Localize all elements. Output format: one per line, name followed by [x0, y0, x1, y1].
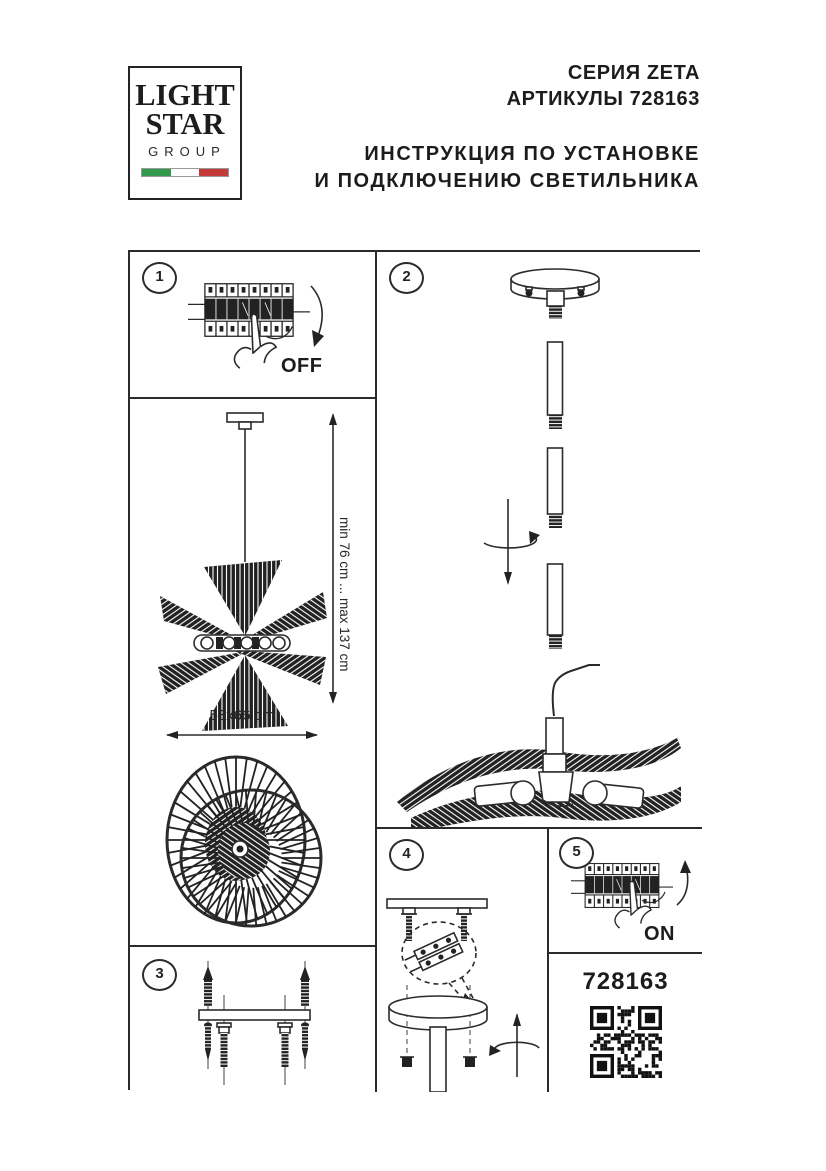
dimension-arrow-vertical: [329, 413, 337, 704]
articles-title: АРТИКУЛЫ 728163: [506, 88, 700, 110]
bulb-icon: [511, 781, 535, 805]
dimension-arrow-horizontal: [166, 731, 318, 739]
logo-box: [128, 66, 242, 200]
canopy-drawing: [511, 269, 599, 319]
rod-drawing: [430, 1027, 446, 1092]
logo-word-star: STAR: [145, 106, 225, 141]
panel-step-2: [377, 252, 702, 829]
flag-white: [171, 169, 200, 176]
step-number-3: 3: [142, 959, 177, 991]
hanging-screw-icon: [401, 908, 472, 941]
logo-word-light: LIGHT: [135, 77, 235, 112]
rotation-arrow-icon: [489, 1013, 539, 1077]
instruction-title-line1: ИНСТРУКЦИЯ ПО УСТАНОВКЕ: [364, 143, 700, 165]
panel-step-1: [130, 252, 377, 399]
step-number-2: 2: [389, 262, 424, 294]
series-title: СЕРИЯ ZETA: [567, 62, 700, 84]
lamp-hub: [539, 772, 573, 802]
rotation-arrow-icon: [484, 499, 540, 585]
panel-step-5: [549, 829, 702, 954]
threaded-tube: [546, 718, 563, 754]
wire-drawing: [553, 665, 600, 716]
step-number-5: 5: [559, 837, 594, 869]
panel-step-3: [130, 947, 377, 1092]
steps-grid: [128, 250, 700, 1090]
canopy-drawing: [389, 996, 487, 1092]
on-label: ON: [644, 923, 675, 945]
pendant-top-view: [167, 757, 321, 926]
bulb-row: [194, 635, 290, 651]
step-number-4: 4: [389, 839, 424, 871]
step-number-1: 1: [142, 262, 177, 294]
bracket-bar: [387, 899, 487, 908]
flag-green: [142, 169, 171, 176]
instruction-title-line2: И ПОДКЛЮЧЕНИЮ СВЕТИЛЬНИКА: [314, 170, 700, 192]
off-label: OFF: [281, 355, 323, 377]
curved-arrow-down-icon: [311, 286, 322, 336]
wall-anchor-icon: [203, 966, 310, 1006]
height-dimension-label: min 76 cm ... max 137 cm: [337, 516, 352, 672]
width-dimension-label: 53x66 cm: [209, 707, 275, 724]
qr-code: [590, 1006, 662, 1078]
flag-red: [199, 169, 228, 176]
lampshade-drawing: [397, 718, 681, 829]
panel-dimensions: [130, 399, 377, 947]
rod-drawing: [548, 342, 563, 649]
article-number: 728163: [582, 968, 669, 995]
panel-qr: [549, 954, 702, 1092]
ceiling-plate: [227, 413, 263, 422]
bulb-icon: [583, 781, 607, 805]
logo-word-group: GROUP: [148, 144, 226, 159]
machine-screw-icon: [217, 1023, 292, 1067]
bracket-bar: [199, 1010, 310, 1020]
panel-step-4: [377, 829, 549, 1092]
assembly-drawing: [377, 252, 702, 829]
italian-flag-icon: [141, 168, 229, 177]
